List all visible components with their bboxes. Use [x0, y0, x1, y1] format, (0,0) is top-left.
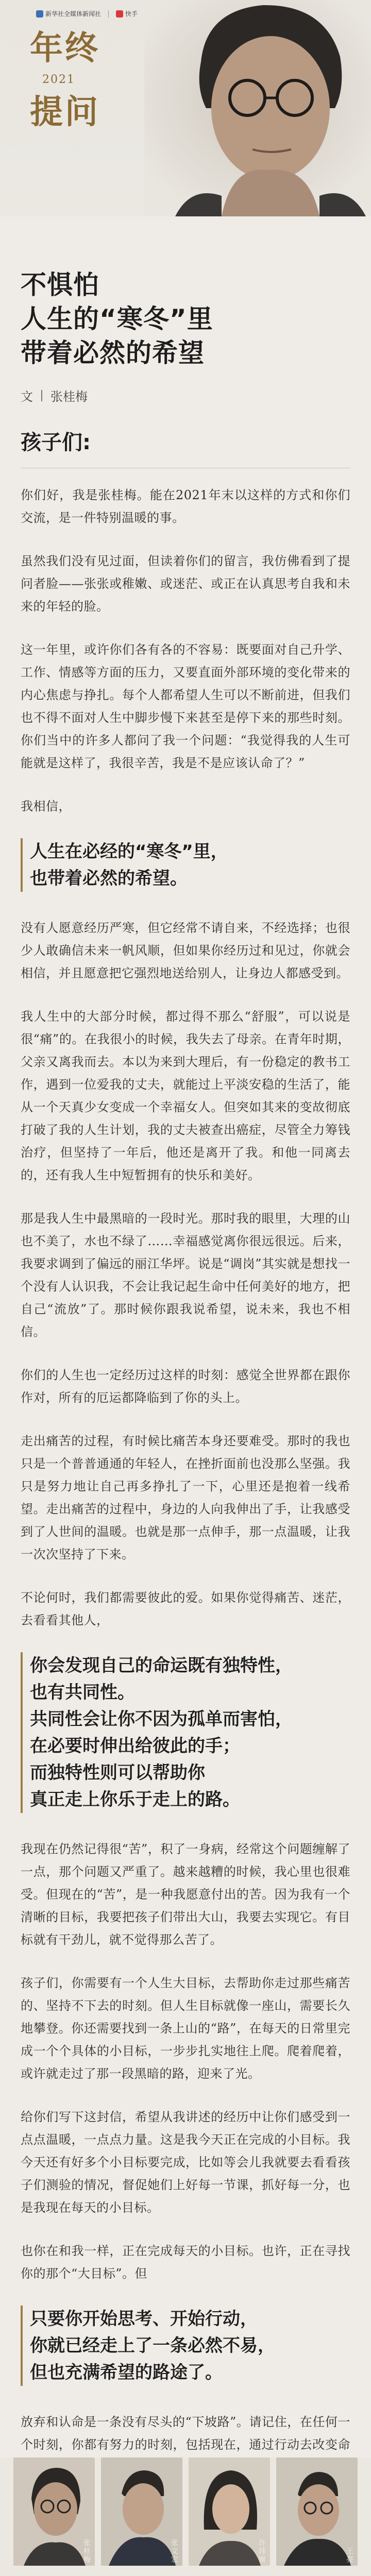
pull-quote-line: 共同性会让你不因为孤单而害怕， — [30, 1709, 293, 1730]
guest-portraits — [0, 2458, 371, 2566]
pull-quote — [21, 1652, 350, 1813]
pull-quote-line: 你就已经走上了一条必然不易， — [30, 2335, 275, 2356]
paragraph: 也你在和我一样，正在完成每天的小目标。也许，正在寻找你的那个“大目标”。但 — [21, 2244, 350, 2281]
paragraph: 不论何时，我们都需要彼此的爱。如果你觉得痛苦、迷茫，去看看其他人， — [21, 1590, 350, 1628]
paragraph: 你们的人生也一定经历过这样的时刻：感觉全世界都在跟你作对，所有的厄运都降临到了你的头上。 — [21, 1368, 350, 1405]
paragraph: 没有人愿意经历严寒，但它经常不请自来，不经选择；也很少人敢确信未来一帆风顺，但如果你经历过和见过，你就会相信，并且愿意把它强烈地送给别人，让身边人都感受到。 — [21, 921, 350, 980]
xinhua-logo-icon — [36, 10, 43, 18]
byline — [21, 386, 350, 404]
xinhua-logo: 新华社全媒体新闻社 — [36, 9, 101, 18]
logo-divider — [108, 10, 109, 18]
paragraph: 我人生中的大部分时候，都过得不那么“舒服”，可以说是很“痛”的。在我很小的时候，我失去了母亲。在青年时期，父亲又离我而去。本以为来到大理后，有一份稳定的教书工作，遇到一位爱我的丈夫，就能过上平淡安稳的生活了，能从一个天真少女变成一个幸福女人。但突如其来的变故彻底打破了我的人生计划，我的丈夫被查出癌症，尽管全力筹钱治疗，但坚持了一年后，他还是离开了我。和他一同离去的，还有我人生中短暂拥有的快乐和美好。 — [21, 1009, 350, 1182]
paragraph: 走出痛苦的过程，有时候比痛苦本身还要难受。那时的我也只是一个普普通通的年轻人，在挫折面前也没那么坚强。我只是努力地让自己再多挣扎了一下，心里还是抱着一线希望。走出痛苦的过程中，身边的人向我伸出了手，让我感受到了人世间的温暖。也就是那一点伸手，那一点温暖，让我一次次坚持了下来。 — [21, 1434, 350, 1562]
pull-quote-line: 也带着必然的希望。 — [30, 868, 188, 889]
letter-content — [21, 484, 350, 2479]
paragraph: 我相信， — [21, 799, 71, 814]
pull-quote-line: 但也充满希望的路途了。 — [30, 2362, 223, 2383]
paragraph: 你们好，我是张桂梅。能在2021年末以这样的方式和你们交流，是一件特别温暖的事。 — [21, 488, 350, 525]
series-footer — [0, 2458, 371, 2576]
guest-card — [13, 2458, 95, 2566]
pull-quote — [21, 838, 350, 892]
headline-line: 不惧怕 — [21, 270, 99, 300]
paragraph: 孩子们，你需要有一个人生大目标，去帮助你走过那些痛苦的、坚持不下去的时刻。但人生目标就像一座山，需要长久地攀登。你还需要找到一条上山的“路”，在每天的日常里完成一个个具体的小目标，一步步扎实地往上爬。爬着爬着，或许就走过了那一段黑暗的路，迎来了光。 — [21, 1976, 350, 2081]
pull-quote-line: 你会发现自己的命运既有独特性， — [30, 1655, 293, 1676]
pull-quote — [21, 2306, 350, 2386]
paragraph: 我现在仍然记得很“苦”，积了一身病，经常这个问题缠解了一点，那个问题又严重了。越来越糟的时候，我心里也很难受。但现在的“苦”，是一种我愿意付出的苦。因为我有一个清晰的目标，我要把孩子们带出大山，我要去实现它。有目标就有干劲儿，就不觉得那么苦了。 — [21, 1842, 350, 1947]
guest-name: 王亮 — [345, 2547, 353, 2564]
kuaishou-logo: 快手 — [116, 9, 138, 18]
pull-quote-line: 人生在必经的“寒冬”里， — [30, 841, 228, 862]
pull-quote-line: 在必要时伸出给彼此的手； — [30, 1736, 240, 1756]
guest-card — [189, 2458, 270, 2566]
guest-card — [101, 2458, 182, 2566]
headline-line: 人生的“寒冬”里 — [21, 304, 213, 334]
author-portrait — [144, 0, 371, 216]
header-banner — [0, 0, 371, 216]
guest-name: 许玮甯 — [258, 2539, 266, 2564]
byline-divider — [41, 390, 42, 401]
letter-body — [0, 268, 371, 2576]
event-year: 2021 — [42, 73, 75, 86]
headline — [21, 268, 350, 370]
pull-quote-line: 也有共同性。 — [30, 1682, 135, 1703]
byline-prefix: 文 — [21, 389, 33, 404]
salutation: 孩子们: — [21, 431, 91, 454]
paragraph: 那是我人生中最黑暗的一段时光。那时我的眼里，大理的山也不美了，水也不绿了……幸福感觉离你很远很远。后来，我要求调到了偏远的丽江华坪。说是“调岗”其实就是想找一个没有人认识我，不会让我记起生命中任何美好的地方，把自己“流放”了。那时候你跟我说希望，说未来，我也不相信。 — [21, 1211, 350, 1339]
headline-line: 带着必然的希望 — [21, 338, 205, 368]
paragraph: 给你们写下这封信，希望从我讲述的经历中让你们感受到一点点温暖，一点点力量。这是我今天正在完成的小目标。我今天还有好多个小目标要完成，比如等会儿我就要去看看孩子们测验的情况，督促她们上好每一节课，抓好每一分，也是我现在每天的小目标。 — [21, 2110, 350, 2215]
event-title-line: 提问 — [30, 93, 100, 131]
pull-quote-line: 真正走上你乐于走上的路。 — [30, 1789, 240, 1810]
pull-quote-line: 而独特性则可以帮助你 — [30, 1762, 205, 1783]
guest-name: 张文宏 — [170, 2539, 178, 2564]
paragraph: 虽然我们没有见过面，但读着你们的留言，我仿佛看到了提问者脸——张张或稚嫩、或迷茫、或正在认真思考自我和未来的年轻的脸。 — [21, 554, 350, 614]
kuaishou-logo-icon — [116, 10, 123, 18]
guest-card — [276, 2458, 358, 2566]
paragraph: 这一年里，或许你们各有各的不容易：既要面对自己升学、工作、情感等方面的压力，又要直面外部环境的变化带来的内心焦虑与挣扎。每个人都希望人生可以不断前进，但我们也不得不面对人生中脚步慢下来甚至是停下来的那些时刻。你们当中的许多人都问了我一个问题：“我觉得我的人生可能就是这样了，我很辛苦，我是不是应该认命了？” — [21, 642, 350, 770]
pull-quote-line: 只要你开始思考、开始行动， — [30, 2309, 258, 2329]
guest-name: 张桂梅 — [82, 2539, 91, 2564]
author-name: 张桂梅 — [50, 389, 88, 404]
event-title-line: 年终 — [30, 29, 100, 67]
paragraph: 放弃和认命是一条没有尽头的“下坡路”。请记住，在任何一个时刻，你都有努力的时刻，包括现在，通过行动去改变命 — [21, 2415, 350, 2452]
